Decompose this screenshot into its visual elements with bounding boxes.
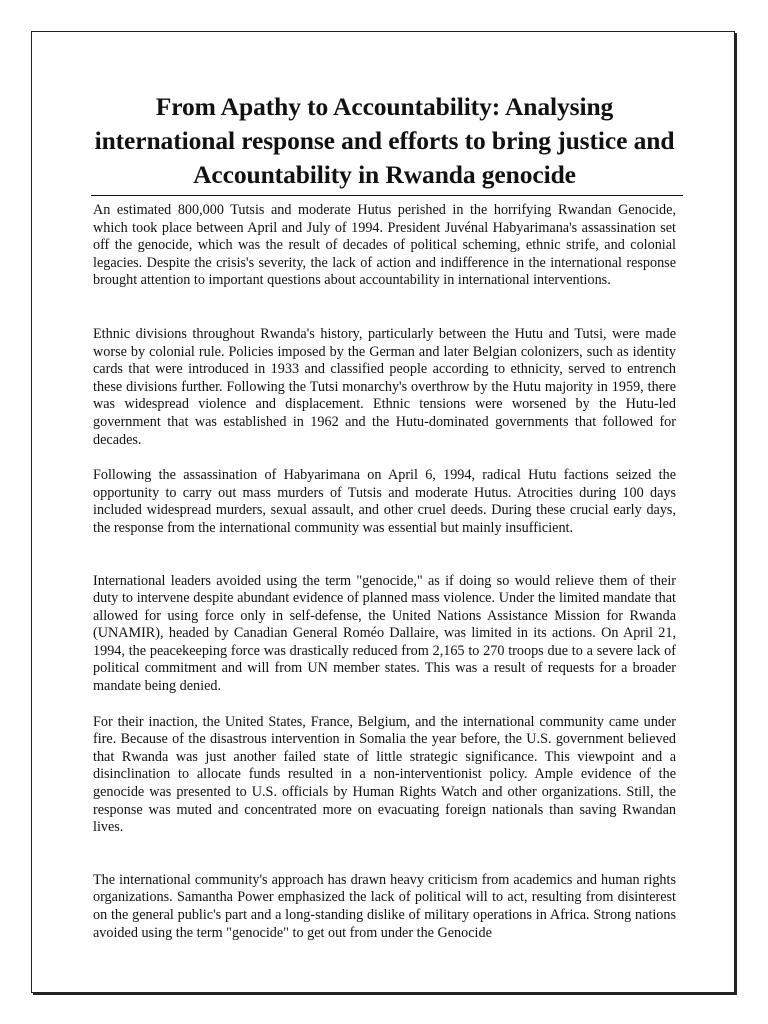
document-title: From Apathy to Accountability: Analysing international response and efforts to bring justice and Accountability in Rwanda genocide	[94, 92, 675, 189]
paragraph-international-leaders: International leaders avoided using the term "genocide," as if doing so would relieve them of their duty to intervene despite abundant evidence of planned mass violence. Under the limited mandate that allowed for using force only in self-defense, the United Nations Assistance Mission for Rwanda (UNAMIR), headed by Canadian General Roméo Dallaire, was limited in its actions. On April 21, 1994, the peacekeeping force was drastically reduced from 2,165 to 270 troops due to a severe lack of political commitment and will from UN member states. This was a result of requests for a broader mandate being denied.	[93, 572, 676, 695]
paragraph-inaction: For their inaction, the United States, France, Belgium, and the international community came under fire. Because of the disastrous intervention in Somalia the year before, the U.S. government believed that Rwanda was just another failed state of little strategic significance. This viewpoint and a disinclination to allocate funds resulted in a non-interventionist policy. Ample evidence of the genocide was presented to U.S. officials by Human Rights Watch and other organizations. Still, the response was muted and concentrated more on evacuating foreign nationals than saving Rwandan lives.	[93, 713, 676, 836]
paragraph-criticism: The international community's approach has drawn heavy criticism from academics and human rights organizations. Samantha Power emphasized the lack of political will to act, resulting from disinterest on the general public's part and a long-standing dislike of military operations in Africa. Strong nations avoided using the term "genocide" to get out from under the Genocide	[93, 871, 676, 941]
document-body	[93, 90, 676, 942]
paragraph-ethnic-divisions: Ethnic divisions throughout Rwanda's history, particularly between the Hutu and Tutsi, were made worse by colonial rule. Policies imposed by the German and later Belgian colonizers, such as identity cards that were introduced in 1933 and classified people according to ethnicity, served to entrench these divisions further. Following the Tutsi monarchy's overthrow by the Hutu majority in 1959, there was widespread violence and displacement. Ethnic tensions were worsened by the Hutu-led government that was established in 1962 and the Hutu-dominated governments that followed for decades.	[93, 325, 676, 448]
paragraph-assassination: Following the assassination of Habyarimana on April 6, 1994, radical Hutu factions seized the opportunity to carry out mass murders of Tutsis and moderate Hutus. Atrocities during 100 days included widespread murders, sexual assault, and other cruel deeds. During these crucial early days, the response from the international community was essential but mainly insufficient.	[93, 467, 676, 536]
paragraph-intro: An estimated 800,000 Tutsis and moderate Hutus perished in the horrifying Rwandan Genocide, which took place between April and July of 1994. President Juvénal Habyarimana's assassination set off the genocide, which was the result of decades of political scheming, ethnic strife, and colonial legacies. Despite the crisis's severity, the lack of action and indifference in the international response brought attention to important questions about accountability in international interventions.	[93, 202, 676, 289]
title-underline	[91, 195, 683, 196]
